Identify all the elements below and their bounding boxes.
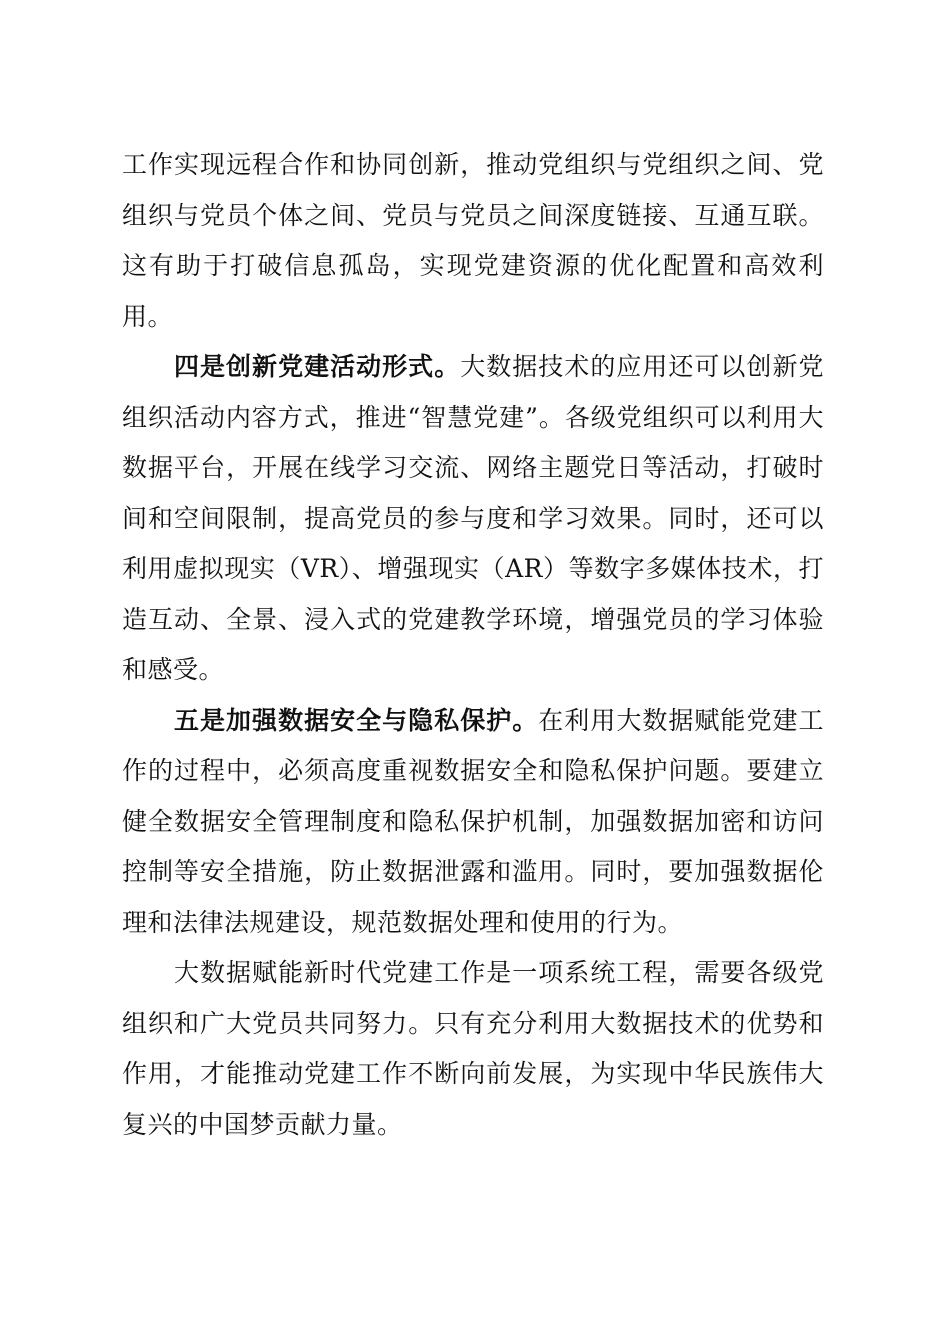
paragraph-text: 工作实现远程合作和协同创新，推动党组织与党组织之间、党组织与党员个体之间、党员与党员之间深度链接、互通互联。这有助于打破信息孤岛，实现党建资源的优化配置和高效利用。 (122, 150, 824, 331)
paragraph-conclusion (122, 948, 824, 1150)
paragraph-point-four (122, 342, 824, 696)
paragraph-continuation (122, 140, 824, 342)
paragraph-text: 大数据技术的应用还可以创新党组织活动内容方式，推进“智慧党建”。各级党组织可以利用大数据平台，开展在线学习交流、网络主题党日等活动，打破时间和空间限制，提高党员的参与度和学习效果。同时，还可以利用虚拟现实（VR）、增强现实（AR）等数字多媒体技术，打造互动、全景、浸入式的党建教学环境，增强党员的学习体验和感受。 (122, 352, 824, 684)
paragraph-text: 大数据赋能新时代党建工作是一项系统工程，需要各级党组织和广大党员共同努力。只有充分利用大数据技术的优势和作用，才能推动党建工作不断向前发展，为实现中华民族伟大复兴的中国梦贡献力量。 (122, 958, 824, 1139)
paragraph-point-five (122, 696, 824, 949)
paragraph-text: 在利用大数据赋能党建工作的过程中，必须高度重视数据安全和隐私保护问题。要建立健全数据安全管理制度和隐私保护机制，加强数据加密和访问控制等安全措施，防止数据泄露和滥用。同时，要加强数据伦理和法律法规建设，规范数据处理和使用的行为。 (122, 705, 824, 937)
paragraph-heading: 四是创新党建活动形式。 (174, 352, 461, 381)
paragraph-heading: 五是加强数据安全与隐私保护。 (174, 705, 539, 735)
document-body (122, 140, 824, 1150)
